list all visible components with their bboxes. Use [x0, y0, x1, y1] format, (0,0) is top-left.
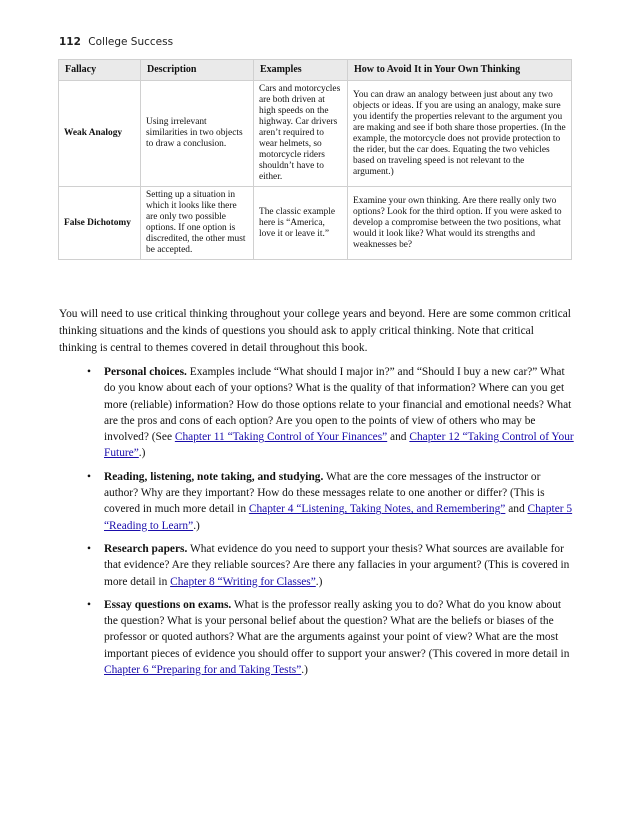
chapter-12-link[interactable]: Chapter 12 “Taking Control of Your Future”: [104, 431, 574, 460]
running-header: [59, 36, 173, 48]
list-item: [86, 597, 574, 678]
fallacy-description: Setting up a situation in which it looks like there are only two possible options. If one option is discredited, the other must be accepted.: [141, 187, 254, 260]
column-header-how-to-avoid: How to Avoid It in Your Own Thinking: [348, 60, 572, 81]
column-header-description: Description: [141, 60, 254, 81]
chapter-4-link[interactable]: Chapter 4 “Listening, Taking Notes, and Remembering”: [248, 503, 506, 516]
bullet-end: .): [315, 575, 323, 588]
list-item: [86, 364, 574, 462]
fallacy-name: Weak Analogy: [59, 81, 141, 187]
table-row: [59, 81, 572, 187]
fallacy-table: [58, 59, 572, 260]
bullet-lead: Reading, listening, note taking, and studying.: [104, 470, 324, 483]
bullet-text: What is the professor really asking you to do? What do you know about the question? What is your personal belief about the question? What are the beliefs or biases of the professor or quoted authors? What are the arguments against your point of view? What are the most important pieces of evidence you should offer to support your answer? (This covered in more detail in: [104, 598, 570, 660]
fallacy-avoid: Examine your own thinking. Are there really only two options? Look for the third option. If you were asked to develop a compromise between the two positions, what would it look like? What would its strengths and weaknesses be?: [348, 187, 572, 260]
fallacy-examples: The classic example here is “America, love it or leave it.”: [254, 187, 348, 260]
column-header-examples: Examples: [254, 60, 348, 81]
bullet-icon: •: [87, 542, 91, 555]
chapter-6-link[interactable]: Chapter 6 “Preparing for and Taking Tests”: [104, 664, 302, 677]
bullet-icon: •: [87, 598, 91, 611]
list-item: [86, 469, 574, 534]
bullet-lead: Essay questions on exams.: [104, 598, 232, 611]
column-header-fallacy: Fallacy: [59, 60, 141, 81]
chapter-5-link[interactable]: Chapter 5 “Reading to Learn”: [104, 503, 573, 532]
bullet-end: .): [193, 519, 200, 532]
bullet-connector: and: [387, 431, 410, 444]
bullet-connector: and: [505, 503, 528, 516]
bullet-icon: •: [87, 366, 91, 378]
fallacy-name: False Dichotomy: [59, 187, 141, 260]
intro-paragraph: You will need to use critical thinking throughout your college years and beyond. Here are some common critical thinking situations and the kinds of questions you should ask to apply critical thinking. Note that critical thinking is central to themes covered in detail throughout this book.: [59, 308, 571, 354]
table-row: [59, 187, 572, 260]
fallacy-examples: Cars and motorcycles are both driven at high speeds on the highway. Car drivers aren’t required to wear helmets, so motorcycle riders shouldn’t have to either.: [254, 81, 348, 187]
chapter-8-link[interactable]: Chapter 8 “Writing for Classes”: [170, 575, 316, 588]
book-title: College Success: [88, 36, 174, 48]
bullet-text: What evidence do you need to support your thesis? What sources are available for that evidence? Are they reliable sources? Are there any fallacies in your argument? (This is covered in more detail in: [104, 542, 570, 588]
bullet-end: .): [138, 447, 146, 460]
table-header-row: [59, 60, 572, 81]
page-number: 112: [59, 36, 81, 48]
fallacy-avoid: You can draw an analogy between just about any two objects or ideas. If you are using an analogy, make sure you identify the properties relevant to the argument you are making and see if both share those properties. (In the example, the motorcycle does not provide protection to the rider, but the car does. Equating the two vehicles based on traveling speed is not relevant to the argument.): [348, 81, 572, 187]
bullet-lead: Research papers.: [104, 542, 188, 555]
bullet-end: .): [301, 664, 308, 677]
fallacy-description: Using irrelevant similarities in two objects to draw a conclusion.: [141, 81, 254, 187]
bullet-text: What are the core messages of the instructor or author? Why are they important? How do these messages relate to one another or differ? (This is covered in much more detail in: [104, 470, 545, 516]
chapter-11-link[interactable]: Chapter 11 “Taking Control of Your Finances”: [174, 431, 388, 444]
bullet-icon: •: [87, 470, 91, 483]
critical-thinking-situations-list: [86, 364, 574, 685]
bullet-text: Examples include “What should I major in?” and “Should I buy a new car?” What do you know about each of your options? What is the quality of that information? Where can you get more (reliable) information? How do those options relate to your financial and emotional needs? What are the pros and cons of each option? Are you open to the points of view of others who may be involved? (See: [104, 366, 572, 444]
bullet-lead: Personal choices.: [104, 366, 187, 378]
list-item: [86, 541, 574, 590]
